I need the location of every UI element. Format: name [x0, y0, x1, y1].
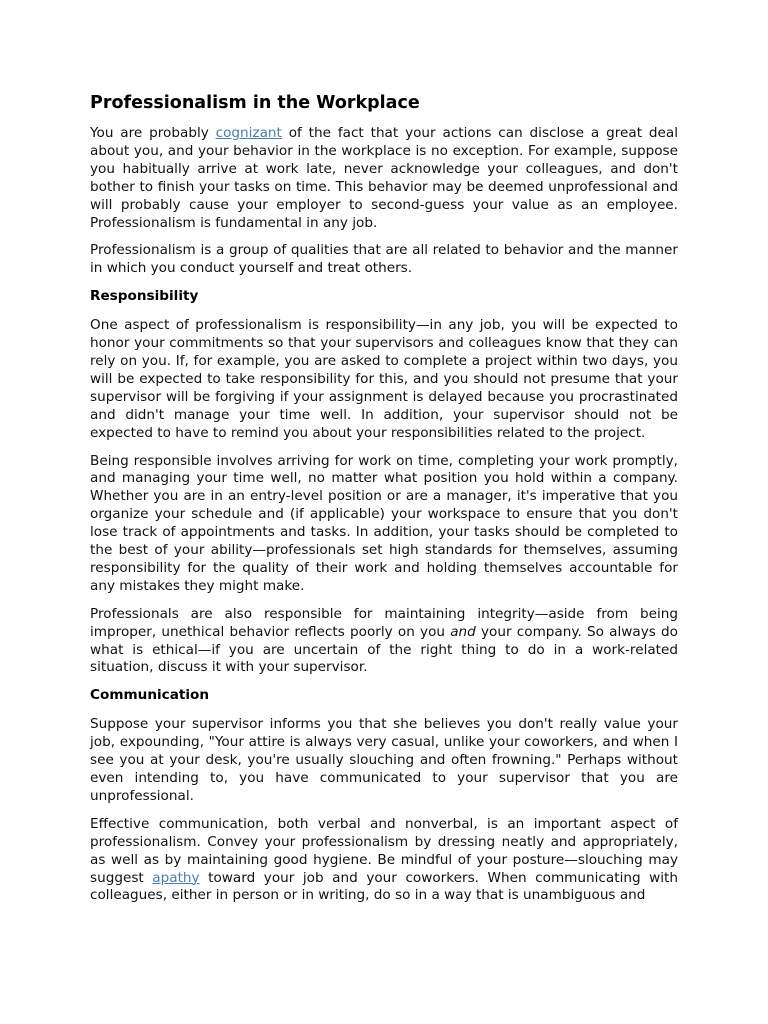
responsibility-paragraph-3 — [90, 606, 678, 678]
intro-paragraph-1 — [90, 125, 678, 232]
apathy-link[interactable]: apathy — [152, 869, 200, 886]
emphasis-and: and — [450, 623, 476, 640]
responsibility-paragraph-1: One aspect of professionalism is responsibility—in any job, you will be expected to honor your commitments so that your supervisors and colleagues know that they can rely on you. If, for example, you are asked to complete a project within two days, you will be expected to take responsibility for this, and you should not presume that your supervisor will be forgiving if your assignment is delayed because you procrastinated and didn't manage your time well. In addition, your supervisor should not be expected to have to remind you about your responsibilities related to the project. — [90, 317, 678, 441]
intro-paragraph-2: Professionalism is a group of qualities that are all related to behavior and the manner in which you conduct yourself and treat others. — [90, 242, 678, 277]
responsibility-heading: Responsibility — [90, 288, 199, 305]
communication-paragraph-1: Suppose your supervisor informs you that she believes you don't really value your job, expounding, "Your attire is always very casual, unlike your coworkers, and when I see you at your desk, you're usually slouching and often frowning." Perhaps without even intending to, you have communicated to your supervisor that you are unprofessional. — [90, 716, 678, 804]
responsibility-paragraph-2: Being responsible involves arriving for work on time, completing your work promptly, and managing your time well, no matter what position you hold within a company. Whether you are in an entry-level position or are a manager, it's imperative that you organize your schedule and (if applicable) your workspace to ensure that you don't lose track of appointments and tasks. In addition, your tasks should be completed to the best of your ability—professionals set high standards for themselves, assuming responsibility for the quality of their work and holding themselves accountable for any mistakes they might make. — [90, 452, 678, 594]
intro-text-start: You are probably — [90, 125, 216, 141]
page-title: Professionalism in the Workplace — [90, 93, 420, 113]
communication-paragraph-2 — [90, 816, 678, 906]
communication-text-start: Effective communication, both verbal and nonverbal, is an important aspect of professionalism. Convey your professionalism by dressing neatly and appropriately, as well as by maintaining good hygiene. Be mindful of your posture—slouching may suggest — [90, 815, 678, 886]
communication-heading: Communication — [90, 687, 210, 704]
communication-text-end: toward your job and your coworkers. When communicating with colleagues, either in person or in writing, do so in a way that is unambiguous and — [90, 869, 678, 904]
integrity-text-end: your company. So always do what is ethical—if you are uncertain of the right thing to do in a work-related situation, discuss it with your supervisor. — [90, 623, 679, 676]
cognizant-link[interactable]: cognizant — [215, 125, 282, 141]
intro-text-end: of the fact that your actions can disclose a great deal about you, and your behavior in the workplace is no exception. For example, suppose you habitually arrive at work late, never acknowledge your colleagues, and don't bother to finish your tasks on time. This behavior may be deemed unprofessional and will probably cause your employer to second-guess your value as an employee. Professionalism is fundamental in any job. — [90, 125, 678, 231]
document-page — [90, 92, 678, 915]
integrity-text-start: Professionals are also responsible for maintaining integrity—aside from being improper, unethical behavior reflects poorly on you — [90, 605, 678, 640]
